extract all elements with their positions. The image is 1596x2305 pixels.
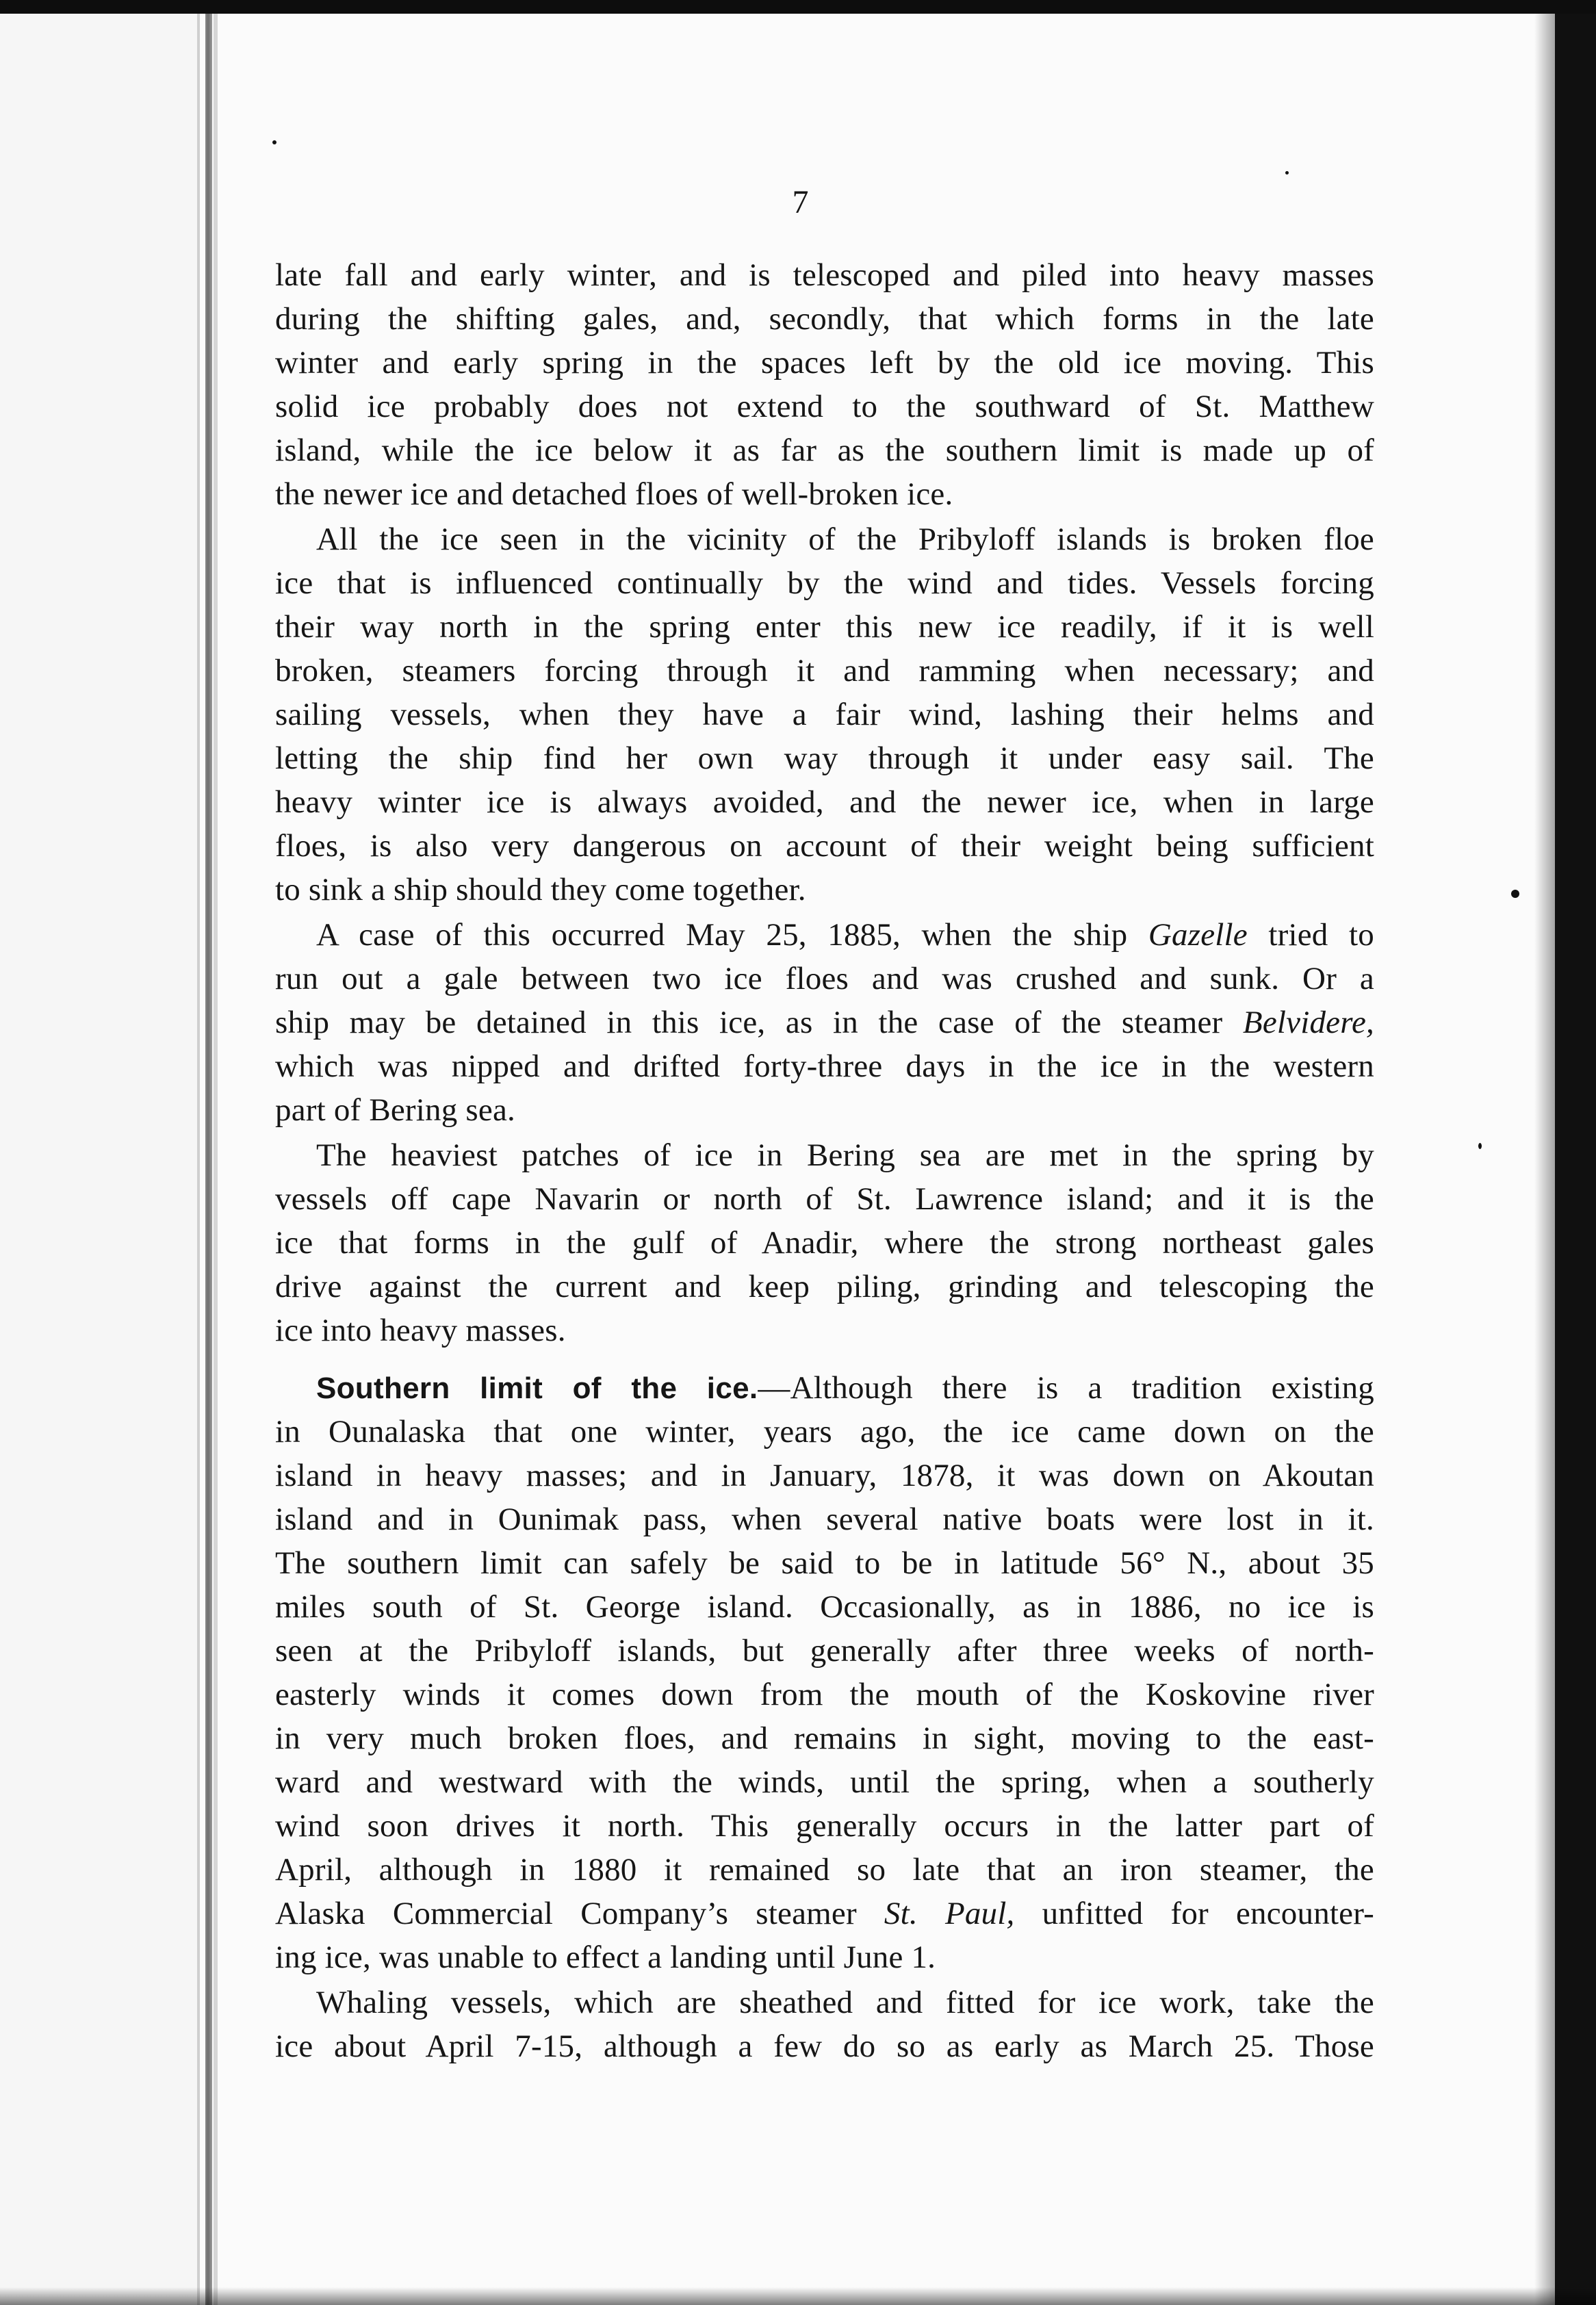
text-line: heavy winter ice is always avoided, and the newer ice, when in large [275, 784, 1374, 820]
text-line: island, while the ice below it as far as the southern limit is made up of [275, 433, 1374, 468]
text-line: winter and early spring in the spaces left by the old ice moving. This [275, 345, 1374, 381]
text-line: April, although in 1880 it remained so late that an iron steamer, the [275, 1852, 1374, 1888]
gutter-shadow [197, 14, 200, 2305]
text-line: in Ounalaska that one winter, years ago, the ice came down on the [275, 1414, 1374, 1450]
text-line: ward and westward with the winds, until the spring, when a southerly [275, 1764, 1374, 1800]
text-line: late fall and early winter, and is telescoped and piled into heavy masses [275, 257, 1374, 293]
text-run: Alaska Commercial Company’s steamer [275, 1896, 884, 1931]
text-line [316, 1366, 1374, 1410]
text-line: island and in Ounimak pass, when several native boats were lost in it. [275, 1502, 1374, 1537]
text-line: Whaling vessels, which are sheathed and fitted for ice work, take the [316, 1985, 1374, 2020]
scan-edge [0, 0, 1596, 14]
book-gutter [205, 14, 212, 2305]
text-run: tried to [1247, 917, 1374, 953]
text-line: letting the ship find her own way through it under easy sail. The [275, 741, 1374, 776]
text-line: island in heavy masses; and in January, 1878, it was down on Akoutan [275, 1458, 1374, 1493]
text-line: easterly winds it comes down from the mouth of the Koskovine river [275, 1677, 1374, 1712]
text-line: floes, is also very dangerous on account of their weight being sufficient [275, 828, 1374, 864]
text-line: broken, steamers forcing through it and ramming when necessary; and [275, 653, 1374, 688]
text-line: during the shifting gales, and, secondly, that which forms in the late [275, 301, 1374, 337]
text-line: which was nipped and drifted forty-three days in the ice in the western [275, 1048, 1374, 1084]
page-number: 7 [792, 184, 810, 220]
text-run: —Although there is a tradition existing [758, 1370, 1375, 1406]
text-line: All the ice seen in the vicinity of the Pribyloff islands is broken floe [316, 521, 1374, 557]
text-line: ice about April 7-15, although a few do so as early as March 25. Those [275, 2029, 1374, 2064]
text-line: solid ice probably does not extend to the southward of St. Matthew [275, 389, 1374, 424]
scan-speck [1285, 171, 1289, 175]
text-line: part of Bering sea. [275, 1092, 515, 1128]
text-line: seen at the Pribyloff islands, but generally after three weeks of north- [275, 1633, 1374, 1669]
ship-name: Gazelle [1148, 917, 1248, 953]
scan-speck [1511, 890, 1519, 898]
text-run: ship may be detained in this ice, as in the case of the steamer [275, 1005, 1243, 1040]
steamer-name: Belvidere, [1242, 1005, 1374, 1040]
text-line: The southern limit can safely be said to be in latitude 56° N., about 35 [275, 1545, 1374, 1581]
scan-shadow [0, 2287, 1596, 2305]
text-line: in very much broken floes, and remains in sight, moving to the east- [275, 1721, 1374, 1756]
left-page-strip [0, 0, 198, 2305]
text-line: miles south of St. George island. Occasionally, as in 1886, no ice is [275, 1589, 1374, 1625]
text-line: run out a gale between two ice floes and was crushed and sunk. Or a [275, 961, 1374, 996]
text-line [275, 1001, 1374, 1044]
text-line [316, 913, 1374, 957]
text-run: unfitted for encounter- [1014, 1896, 1374, 1931]
section-heading: Southern limit of the ice. [316, 1372, 758, 1405]
text-line [275, 1892, 1374, 1935]
gutter-shadow [214, 14, 218, 2305]
text-line: to sink a ship should they come together. [275, 872, 806, 907]
text-line: ice that is influenced continually by the wind and tides. Vessels forcing [275, 565, 1374, 601]
text-line: the newer ice and detached floes of well-broken ice. [275, 476, 953, 512]
text-run: A case of this occurred May 25, 1885, when the ship [316, 917, 1148, 953]
text-line: vessels off cape Navarin or north of St. Lawrence island; and it is the [275, 1181, 1374, 1217]
text-line: ice into heavy masses. [275, 1313, 566, 1348]
text-line: ing ice, was unable to effect a landing until June 1. [275, 1940, 936, 1975]
text-line: drive against the current and keep piling, grinding and telescoping the [275, 1269, 1374, 1304]
scan-shadow [1534, 0, 1555, 2305]
text-line: their way north in the spring enter this new ice readily, if it is well [275, 609, 1374, 645]
text-line: wind soon drives it north. This generally occurs in the latter part of [275, 1808, 1374, 1844]
scan-speck [272, 140, 276, 144]
text-line: ice that forms in the gulf of Anadir, where the strong northeast gales [275, 1225, 1374, 1261]
scan-speck [1478, 1143, 1482, 1149]
scan-edge [1555, 0, 1596, 2305]
text-line: sailing vessels, when they have a fair wind, lashing their helms and [275, 697, 1374, 732]
steamer-name: St. Paul, [884, 1896, 1015, 1931]
text-line: The heaviest patches of ice in Bering sea are met in the spring by [316, 1137, 1374, 1173]
